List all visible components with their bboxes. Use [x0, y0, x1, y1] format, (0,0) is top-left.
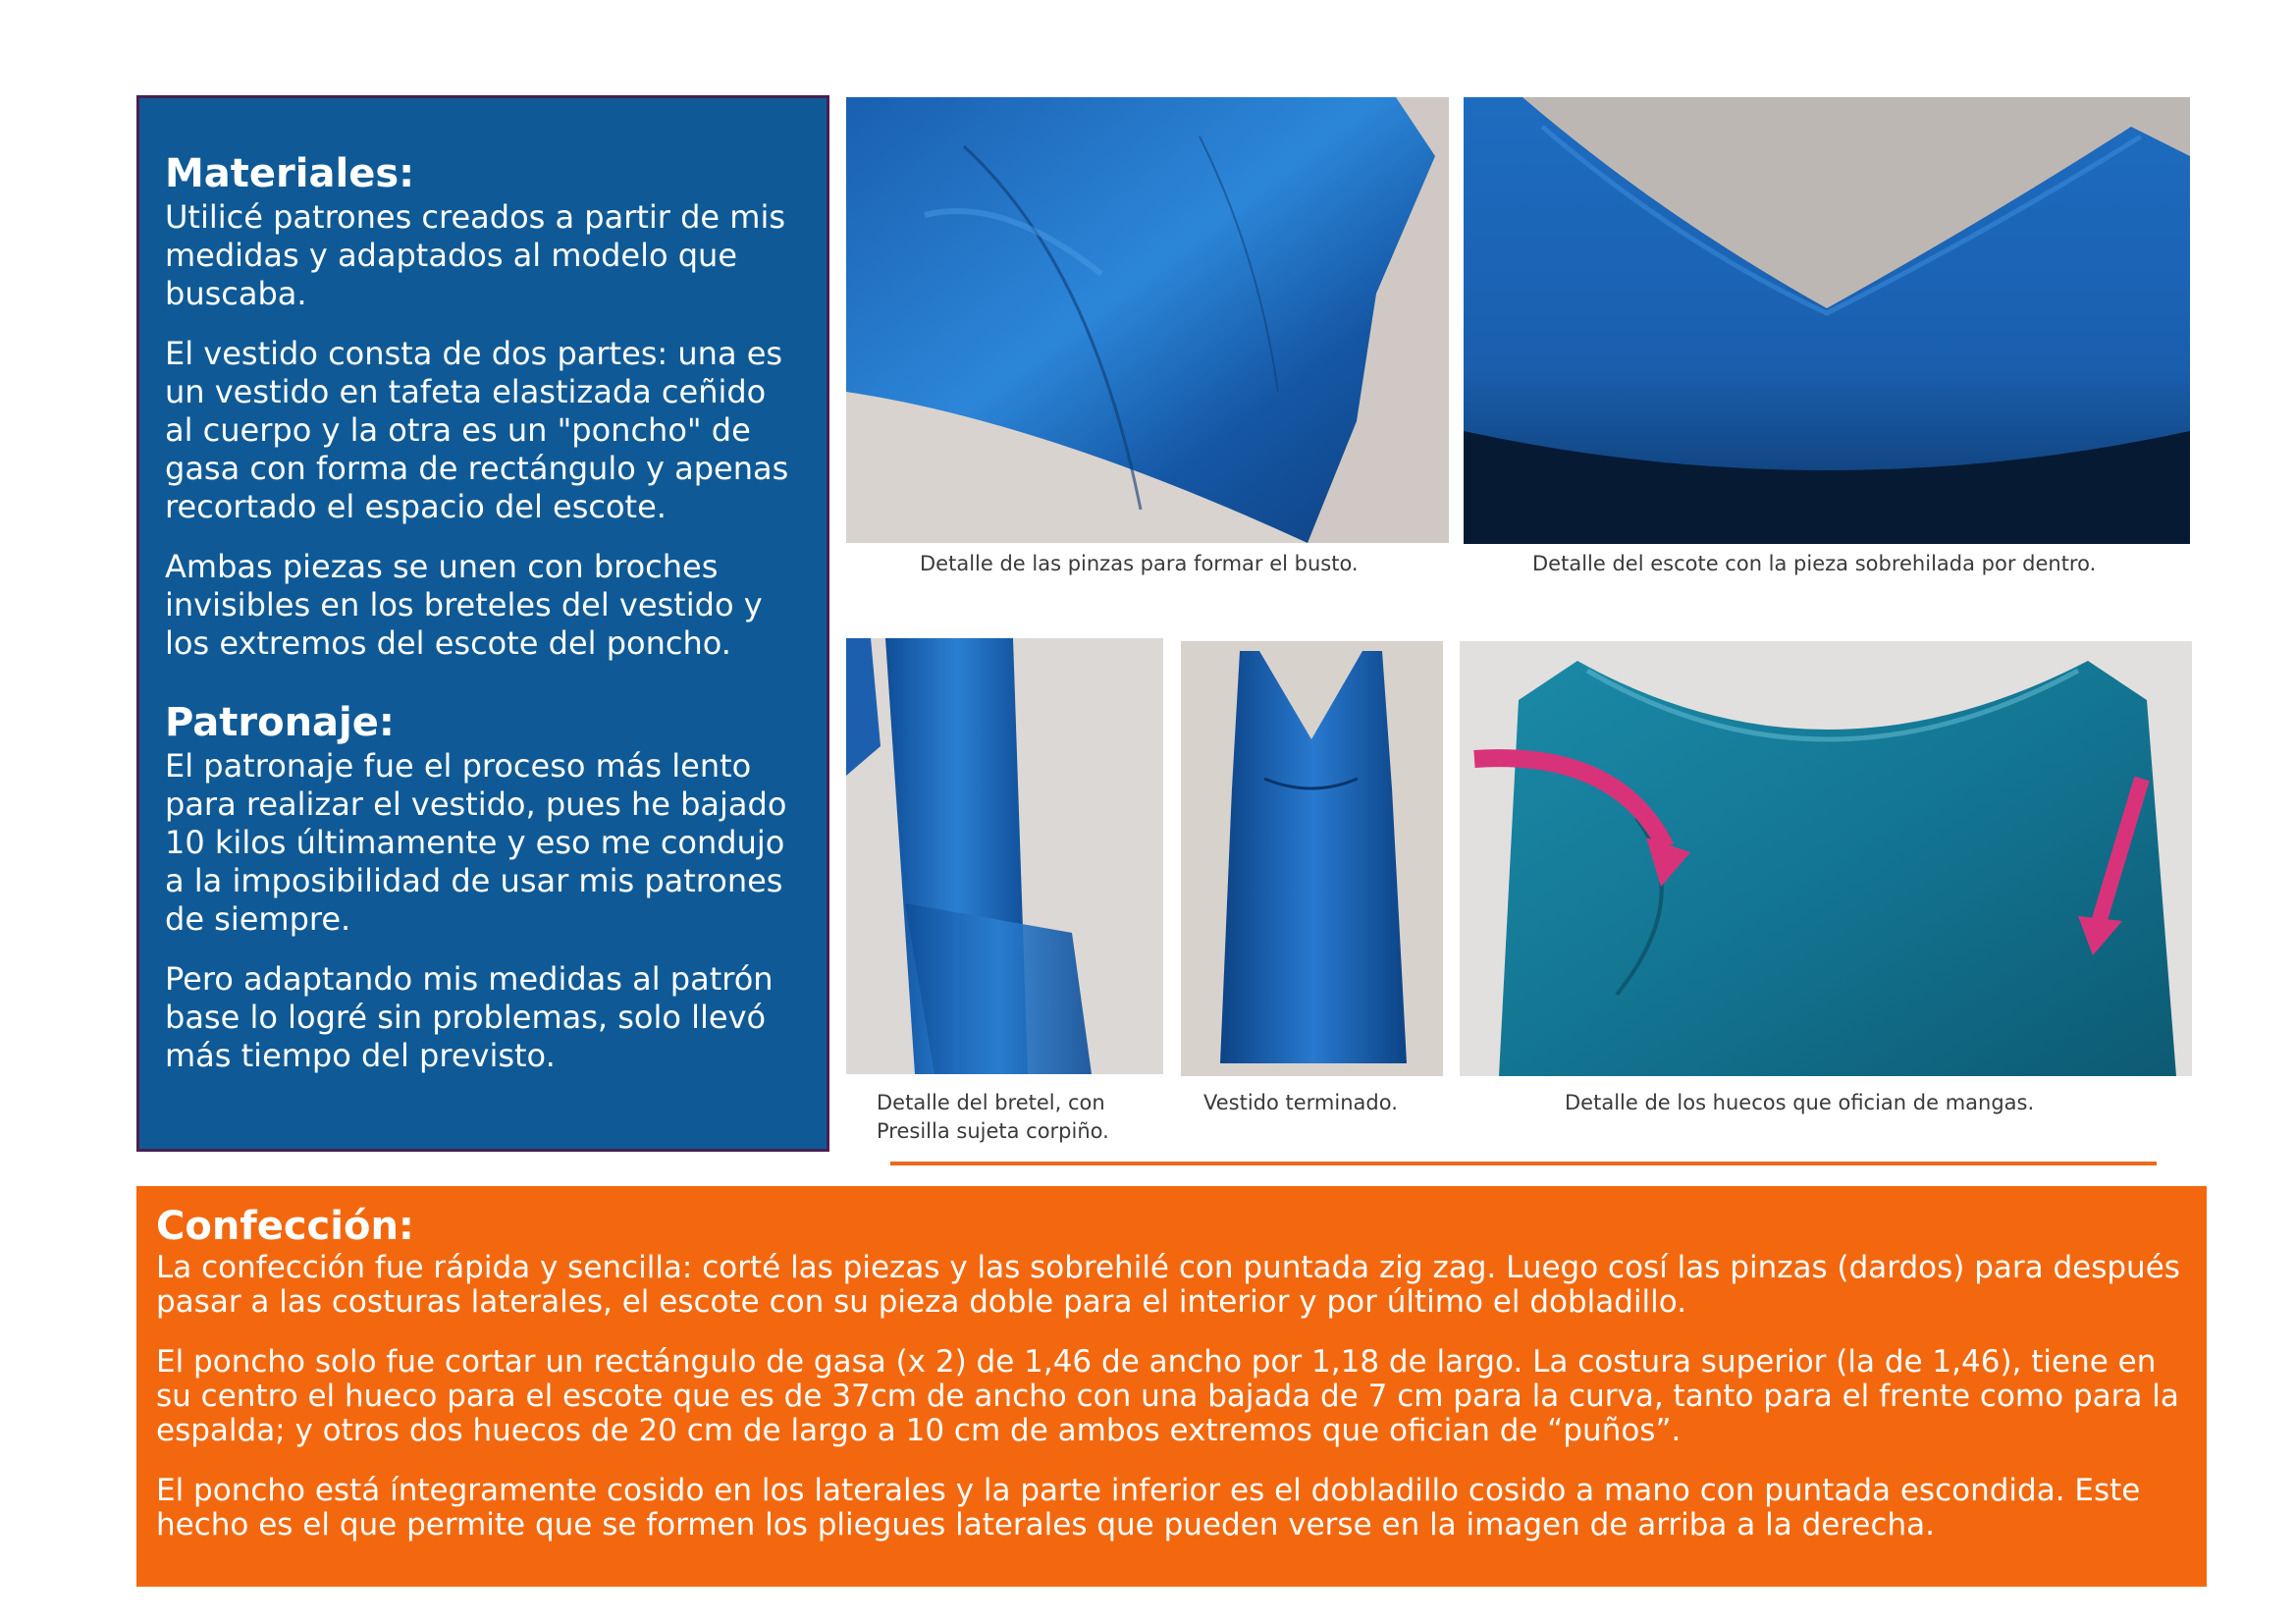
caption-strap-line-1: Detalle del bretel, con	[877, 1091, 1105, 1114]
caption-sleeve-openings: Detalle de los huecos que ofician de mangas.	[1565, 1091, 2035, 1114]
photo-neckline	[1464, 97, 2190, 544]
confeccion-paragraph-2: El poncho solo fue cortar un rectángulo de gasa (x 2) de 1,46 de ancho por 1,18 de largo. La costura superior (la de 1,46), tiene en su centro el hueco para el escote que es de 37cm de ancho con una bajada de 7 cm para la curva, tanto para el frente como para la espalda; y otros dos huecos de 20 cm de largo a 10 cm de ambos extremos que ofician de “puños”.	[156, 1344, 2179, 1448]
photo-strap	[846, 638, 1163, 1074]
caption-neckline: Detalle del escote con la pieza sobrehilada por dentro.	[1532, 552, 2097, 575]
photo-sleeve-openings	[1460, 641, 2192, 1076]
materiales-paragraph-3: Ambas piezas se unen con broches invisibles en los breteles del vestido y los extremos del escote del poncho.	[165, 548, 763, 662]
caption-bust-darts: Detalle de las pinzas para formar el busto.	[920, 552, 1359, 575]
patronaje-heading: Patronaje:	[165, 700, 395, 745]
materials-patterns-panel	[136, 95, 829, 1152]
materiales-paragraph-2: El vestido consta de dos partes: una es un vestido en tafeta elastizada ceñido al cuerpo y la otra es un "poncho" de gasa con forma de rectángulo y apenas recortado el espacio del escote.	[165, 335, 789, 525]
confeccion-heading: Confección:	[156, 1204, 414, 1249]
materiales-heading: Materiales:	[165, 151, 415, 196]
divider-line	[890, 1162, 2157, 1165]
patronaje-paragraph-1: El patronaje fue el proceso más lento para realizar el vestido, pues he bajado 10 kilos últimamente y eso me condujo a la imposibilidad de usar mis patrones de siempre.	[165, 747, 787, 938]
photo-bust-darts	[846, 97, 1449, 543]
caption-strap	[877, 1089, 1109, 1146]
caption-finished-dress: Vestido terminado.	[1203, 1091, 1398, 1114]
confeccion-paragraph-1: La confección fue rápida y sencilla: corté las piezas y las sobrehilé con puntada zig zag. Luego cosí las pinzas (dardos) para después pasar a las costuras laterales, el escote con su pieza doble para el interior y por último el dobladillo.	[156, 1250, 2180, 1320]
confeccion-paragraph-3: El poncho está íntegramente cosido en los laterales y la parte inferior es el dobladillo cosido a mano con puntada escondida. Este hecho es el que permite que se formen los pliegues laterales que pueden verse en la imagen de arriba a la derecha.	[156, 1473, 2141, 1543]
caption-strap-line-2: Presilla sujeta corpiño.	[877, 1119, 1109, 1143]
materiales-paragraph-1: Utilicé patrones creados a partir de mis medidas y adaptados al modelo que buscaba.	[165, 198, 786, 312]
patronaje-paragraph-2: Pero adaptando mis medidas al patrón base lo logré sin problemas, solo llevó más tiempo del previsto.	[165, 960, 774, 1074]
photo-finished-dress	[1181, 641, 1443, 1076]
confeccion-panel	[136, 1186, 2207, 1587]
